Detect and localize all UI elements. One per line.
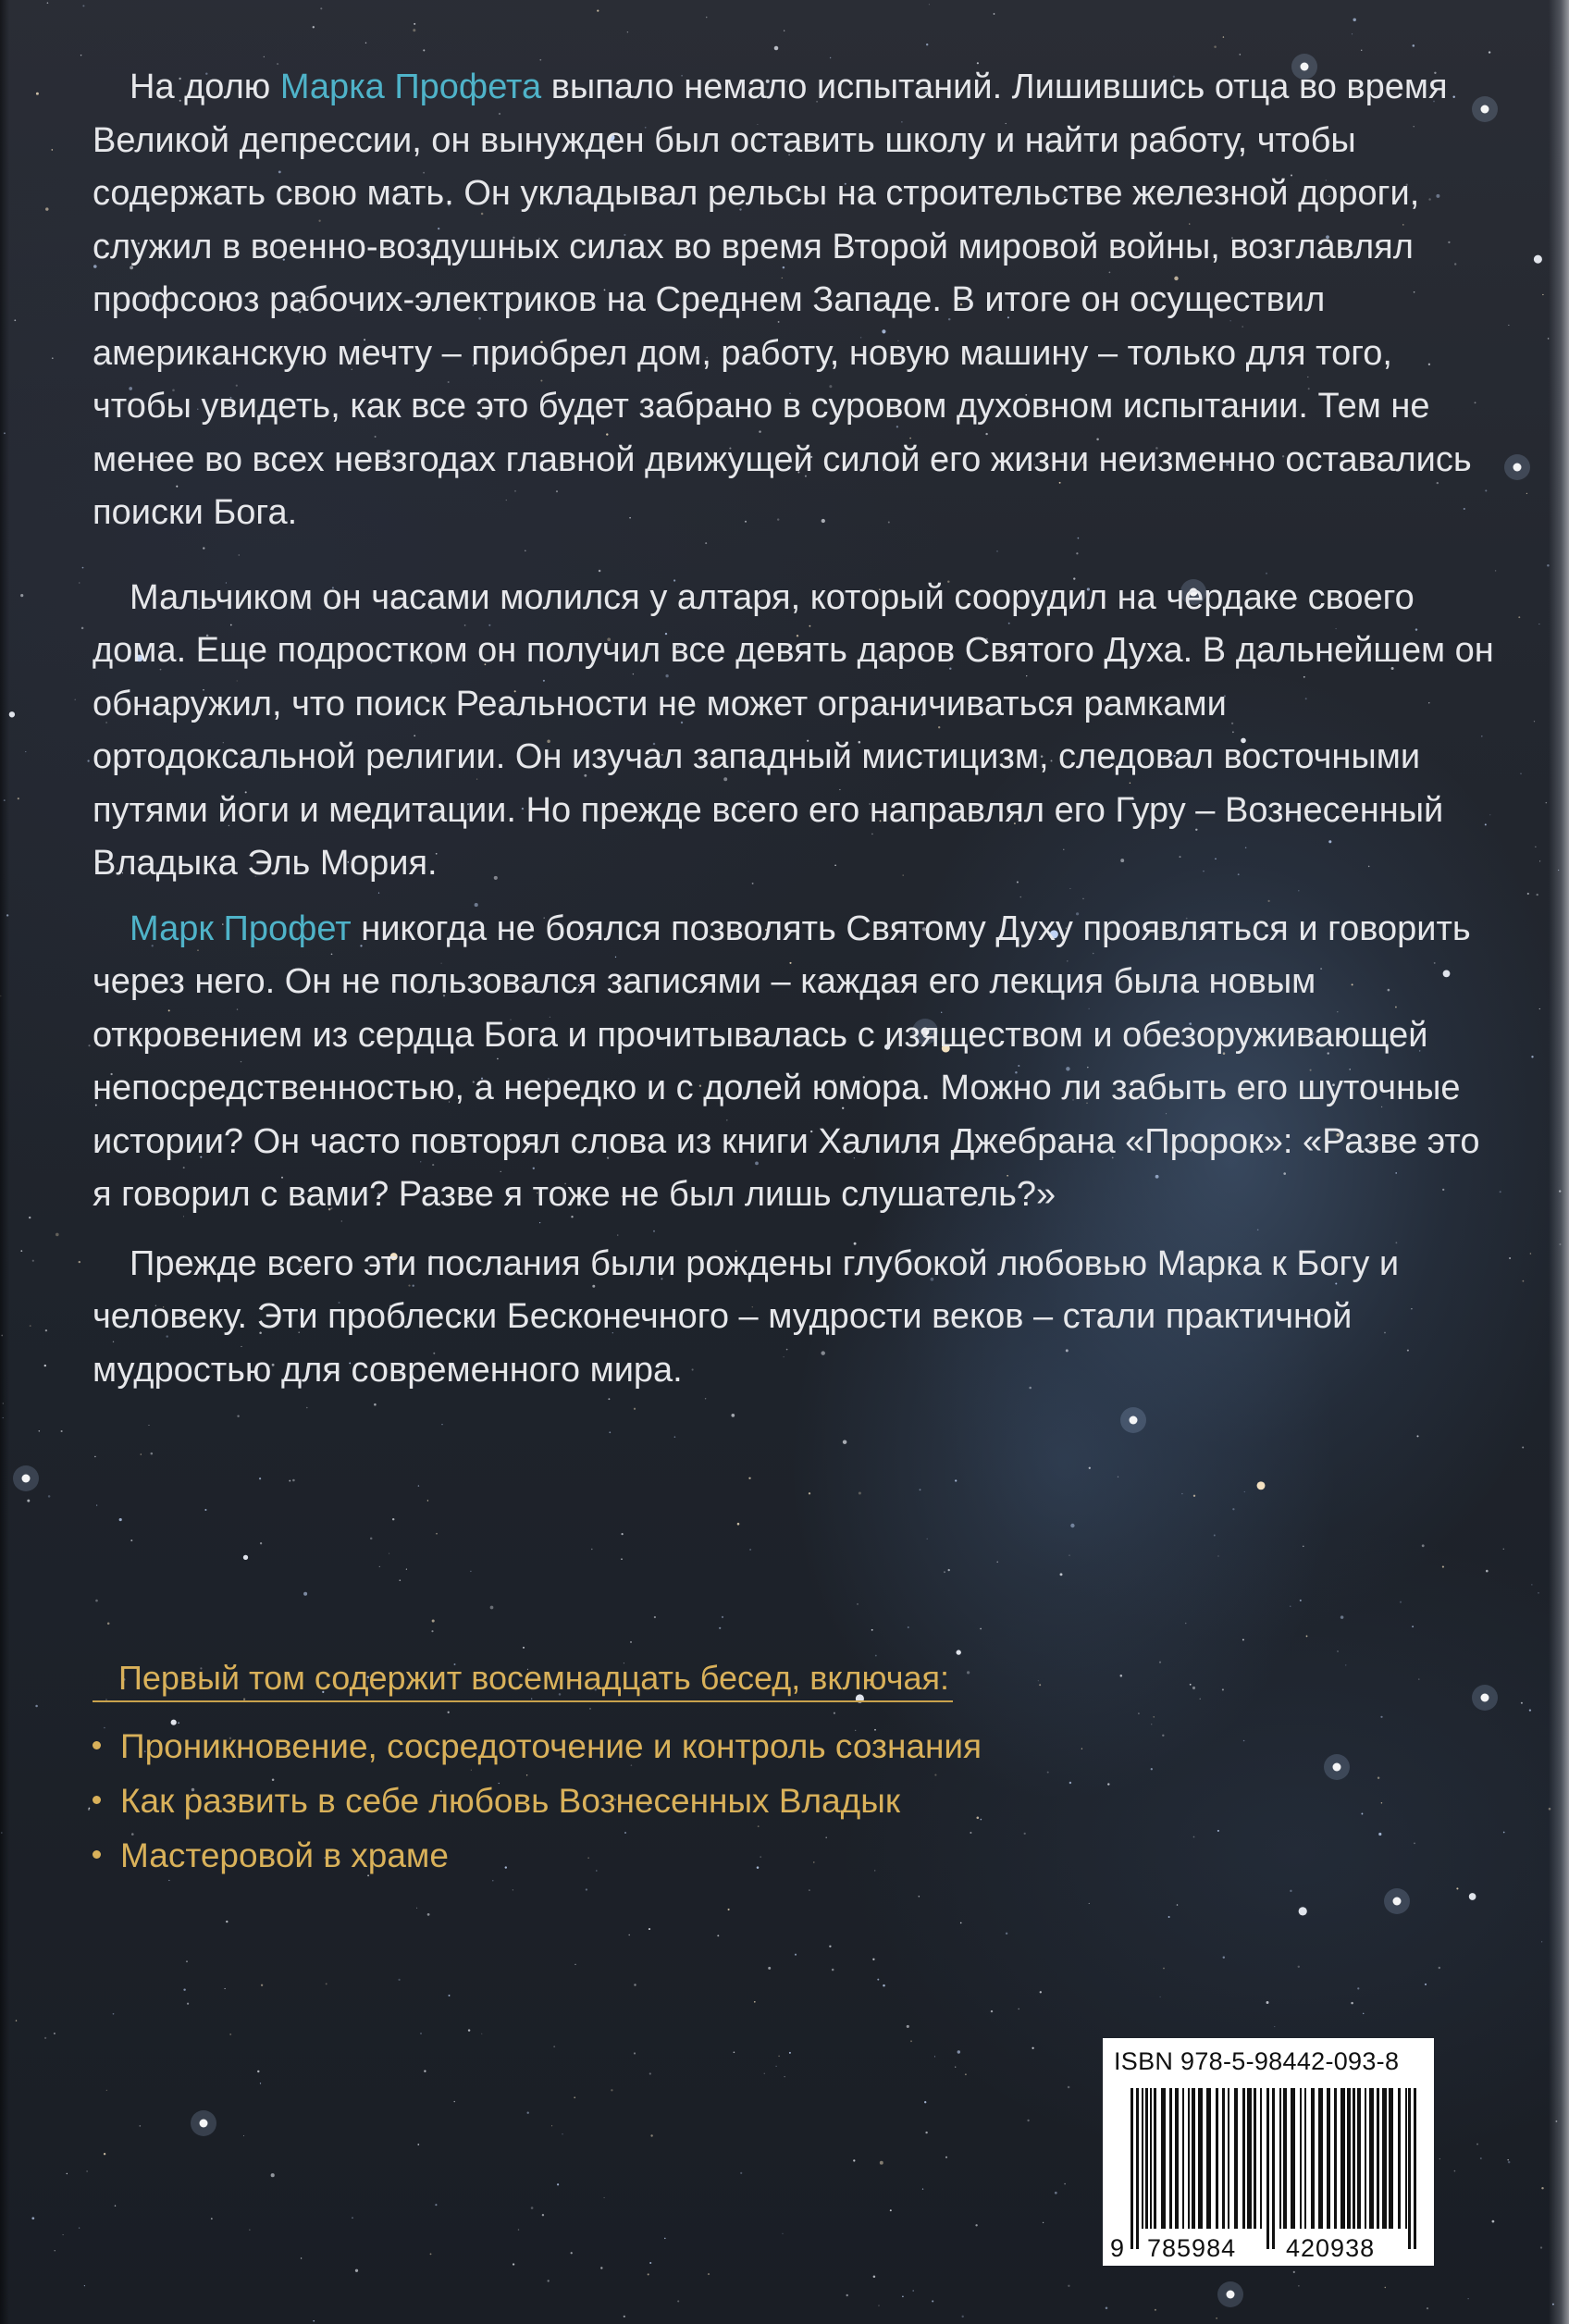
list-item	[93, 1828, 1203, 1883]
paragraph-1-text: выпало немало испытаний. Лишившись отца во время Великой депрессии, он вынужден был оставить школу и найти работу, чтобы содержать свою мать. Он укладывал рельсы на строительстве железной дороги, служил в военно-воздушных силах во время Второй мировой войны, возглавлял профсоюз рабочих-электриков на Среднем Западе. В итоге он осуществил американскую мечту – приобрел дом, работу, новую машину – только для того, чтобы увидеть, как все это будет забрано в суровом духовном испытании. Тем не менее во всех невзгодах главной движущей силой его жизни неизменно оставались поиски Бога.	[93, 68, 1472, 532]
barcode-digits-left: 785984	[1147, 2234, 1237, 2262]
isbn-number: ISBN 978-5-98442-093-8	[1114, 2047, 1400, 2075]
volume-contents	[93, 1656, 1203, 1883]
barcode-digit-first: 9	[1110, 2234, 1126, 2262]
paragraph-3-text: никогда не боялся позволять Святому Духу проявляться и говорить через него. Он не пользовался записями – каждая его лекция была новым откровением из сердца Бога и прочитывалась с изяществом и обезоруживающей непосредственностью, а нередко и с долей юмора. Можно ли забыть его шуточные истории? Он часто повторял слова из книги Халиля Джебрана «Пророк»: «Разве это я говорил с вами? Разве я тоже не был лишь слушатель?»	[93, 909, 1480, 1214]
paragraph-1-lead: На долю	[130, 68, 280, 106]
paragraph-3	[93, 903, 1499, 1222]
bullet-icon	[93, 1741, 101, 1749]
paragraph-2: Мальчиком он часами молился у алтаря, который соорудил на чердаке своего дома. Еще подростком он получил все девять даров Святого Духа. В дальнейшем он обнаружил, что поиск Реальности не может ограничиваться рамками ортодоксальной религии. Он изучал западный мистицизм, следовал восточными путями йоги и медитации. Но прежде всего его направлял его Гуру – Вознесенный Владыка Эль Мория.	[93, 577, 1494, 883]
author-name-highlight: Марка Профета	[279, 68, 542, 106]
topic-label: Мастеровой в храме	[120, 1836, 449, 1874]
topic-label: Проникновение, сосредоточение и контроль сознания	[120, 1727, 982, 1765]
barcode-digits-right: 420938	[1286, 2234, 1376, 2262]
list-item	[93, 1774, 1203, 1828]
list-item	[93, 1719, 1203, 1774]
isbn-barcode	[1103, 2038, 1434, 2266]
author-name-highlight-2: Марк Профет	[130, 909, 352, 948]
volume-heading: Первый том содержит восемнадцать бесед, включая:	[93, 1656, 953, 1702]
bullet-icon	[93, 1796, 101, 1804]
topic-list	[93, 1719, 1203, 1883]
cover-left-edge	[0, 0, 9, 2324]
description-text	[93, 61, 1499, 1397]
cover-right-edge	[1549, 0, 1569, 2324]
paragraph-4: Прежде всего эти послания были рождены глубокой любовью Марка к Богу и человеку. Эти проблески Бесконечного – мудрости веков – стали практичной мудростью для современного мира.	[93, 1243, 1400, 1390]
paragraph-1	[93, 61, 1499, 540]
topic-label: Как развить в себе любовь Вознесенных Владык	[120, 1782, 901, 1820]
bullet-icon	[93, 1850, 101, 1859]
